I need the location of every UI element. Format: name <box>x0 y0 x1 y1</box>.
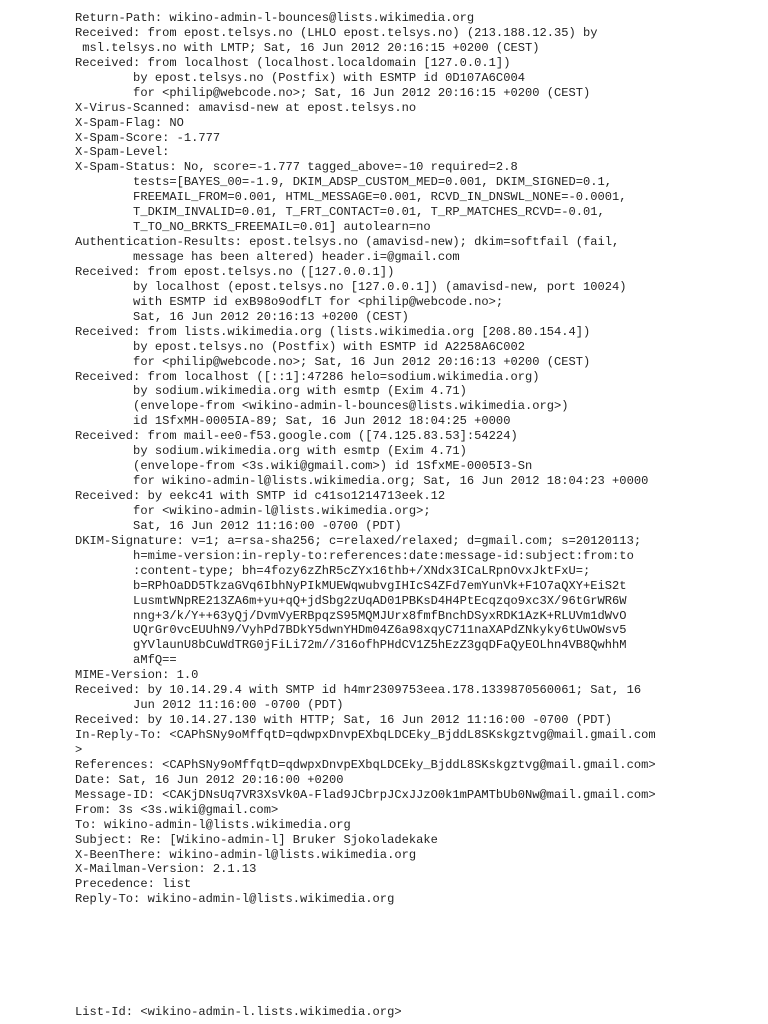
header-line: for wikino-admin-l@lists.wikimedia.org; Sat, 16 Jun 2012 18:04:23 +0000 <box>75 474 649 489</box>
header-line: gYVlaunU8bCuWdTRG0jFiLi72m//316ofhPHdCV1Z5hEzZ3gqDFaQyEOLhn4VB8QwhhM <box>75 638 627 653</box>
header-line: Jun 2012 11:16:00 -0700 (PDT) <box>75 698 344 713</box>
header-line: Date: Sat, 16 Jun 2012 20:16:00 +0200 <box>75 772 344 787</box>
header-line: LusmtWNpRE213ZA6m+yu+qQ+jdSbg2zUqAD01PBKsD4H4PtEcqzqo9xc3X/96tGrWR6W <box>75 593 627 608</box>
header-line: X-Spam-Score: -1.777 <box>75 130 221 145</box>
header-line: X-Mailman-Version: 2.1.13 <box>75 862 257 877</box>
header-line: Precedence: list <box>75 877 192 892</box>
header-line: Authentication-Results: epost.telsys.no (amavisd-new); dkim=softfail (fail, <box>75 235 620 250</box>
header-line: Sat, 16 Jun 2012 11:16:00 -0700 (PDT) <box>75 518 402 533</box>
header-line: To: wikino-admin-l@lists.wikimedia.org <box>75 817 351 832</box>
header-line: Return-Path: wikino-admin-l-bounces@lists.wikimedia.org <box>75 11 475 25</box>
header-line: id 1SfxMH-0005IA-89; Sat, 16 Jun 2012 18:04:25 +0000 <box>75 414 511 429</box>
header-line: List-Id: <wikino-admin-l.lists.wikimedia.org> <box>75 1005 402 1019</box>
email-header-block <box>75 11 755 907</box>
header-line: Received: from epost.telsys.no ([127.0.0.1]) <box>75 264 395 279</box>
header-line: DKIM-Signature: v=1; a=rsa-sha256; c=relaxed/relaxed; d=gmail.com; s=20120113; <box>75 533 642 548</box>
header-line: X-Spam-Level: <box>75 145 170 160</box>
header-line: by sodium.wikimedia.org with esmtp (Exim 4.71) <box>75 384 467 399</box>
header-line: for <philip@webcode.no>; Sat, 16 Jun 2012 20:16:13 +0200 (CEST) <box>75 354 591 369</box>
header-line: T_TO_NO_BRKTS_FREEMAIL=0.01] autolearn=no <box>75 220 431 235</box>
header-line: nng+3/k/Y++63yQj/DvmVyERBpqzS95MQMJUrx8fmfBnchDSyxRDK1AzK+RLUVm1dWvO <box>75 608 627 623</box>
header-line: X-Spam-Status: No, score=-1.777 tagged_above=-10 required=2.8 <box>75 160 518 175</box>
header-line: for <wikino-admin-l@lists.wikimedia.org>; <box>75 503 431 518</box>
header-line: :content-type; bh=4fozy6zZhR5cZYx16thb+/XNdx3ICaLRpnOvxJktFxU=; <box>75 563 591 578</box>
header-line: X-Spam-Flag: NO <box>75 115 184 130</box>
header-line: aMfQ== <box>75 653 177 668</box>
header-line: Received: by 10.14.29.4 with SMTP id h4mr2309753eea.178.1339870560061; Sat, 16 <box>75 683 642 698</box>
header-line: msl.telsys.no with LMTP; Sat, 16 Jun 2012 20:16:15 +0200 (CEST) <box>75 40 540 55</box>
header-line: In-Reply-To: <CAPhSNy9oMffqtD=qdwpxDnvpEXbqLDCEky_BjddL8SKskgztvg@mail.gmail.com <box>75 728 656 742</box>
header-line: for <philip@webcode.no>; Sat, 16 Jun 2012 20:16:15 +0200 (CEST) <box>75 85 591 100</box>
header-line: Received: from lists.wikimedia.org (lists.wikimedia.org [208.80.154.4]) <box>75 324 591 339</box>
header-line: Received: from mail-ee0-f53.google.com ([74.125.83.53]:54224) <box>75 429 518 444</box>
header-line: References: <CAPhSNy9oMffqtD=qdwpxDnvpEXbqLDCEky_BjddL8SKskgztvg@mail.gmail.com> <box>75 757 656 772</box>
header-line: X-Virus-Scanned: amavisd-new at epost.telsys.no <box>75 100 417 115</box>
header-line: h=mime-version:in-reply-to:references:date:message-id:subject:from:to <box>75 548 634 563</box>
header-line: Sat, 16 Jun 2012 20:16:13 +0200 (CEST) <box>75 309 409 324</box>
header-line: FREEMAIL_FROM=0.001, HTML_MESSAGE=0.001, RCVD_IN_DNSWL_NONE=-0.0001, <box>75 190 627 205</box>
header-line: tests=[BAYES_00=-1.9, DKIM_ADSP_CUSTOM_MED=0.001, DKIM_SIGNED=0.1, <box>75 175 613 190</box>
header-line: Reply-To: wikino-admin-l@lists.wikimedia.org <box>75 892 395 907</box>
header-line: Message-ID: <CAKjDNsUq7VR3XsVk0A-Flad9JCbrpJCxJJzO0k1mPAMTbUb0Nw@mail.gmail.com> <box>75 787 656 802</box>
header-line: Subject: Re: [Wikino-admin-l] Bruker Sjokoladekake <box>75 832 438 847</box>
header-line: UQrGr0vcEUUhN9/VyhPd7BDkY5dwnYHDm04Z6a98xqyC711naXAPdZNkyky6tUwOWsv5 <box>75 623 627 638</box>
email-header-trailer <box>75 1005 755 1020</box>
header-line: by sodium.wikimedia.org with esmtp (Exim 4.71) <box>75 444 467 459</box>
header-line: with ESMTP id exB98o9odfLT for <philip@webcode.no>; <box>75 294 504 309</box>
header-line: by epost.telsys.no (Postfix) with ESMTP id 0D107A6C004 <box>75 70 525 85</box>
header-line: (envelope-from <3s.wiki@gmail.com>) id 1SfxME-0005I3-Sn <box>75 459 533 474</box>
header-line: Received: from localhost (localhost.localdomain [127.0.0.1]) <box>75 55 511 70</box>
header-line: (envelope-from <wikino-admin-l-bounces@lists.wikimedia.org>) <box>75 399 569 414</box>
header-line: Received: by eekc41 with SMTP id c41so1214713eek.12 <box>75 489 446 503</box>
header-line: > <box>75 742 83 757</box>
header-line: T_DKIM_INVALID=0.01, T_FRT_CONTACT=0.01, T_RP_MATCHES_RCVD=-0.01, <box>75 205 605 220</box>
header-line: X-BeenThere: wikino-admin-l@lists.wikimedia.org <box>75 847 417 862</box>
header-line: by localhost (epost.telsys.no [127.0.0.1]) (amavisd-new, port 10024) <box>75 279 627 294</box>
header-line: message has been altered) header.i=@gmail.com <box>75 250 460 264</box>
header-line: Received: from epost.telsys.no (LHLO epost.telsys.no) (213.188.12.35) by <box>75 25 598 40</box>
header-line: b=RPhOaDD5TkzaGVq6IbhNyPIkMUEWqwubvgIHIcS4ZFd7emYunVk+F1O7aQXY+EiS2t <box>75 578 627 593</box>
header-line: MIME-Version: 1.0 <box>75 668 199 683</box>
header-line: From: 3s <3s.wiki@gmail.com> <box>75 802 279 817</box>
header-line: by epost.telsys.no (Postfix) with ESMTP id A2258A6C002 <box>75 339 525 354</box>
header-line: Received: from localhost ([::1]:47286 helo=sodium.wikimedia.org) <box>75 369 540 384</box>
header-line: Received: by 10.14.27.130 with HTTP; Sat, 16 Jun 2012 11:16:00 -0700 (PDT) <box>75 713 613 728</box>
